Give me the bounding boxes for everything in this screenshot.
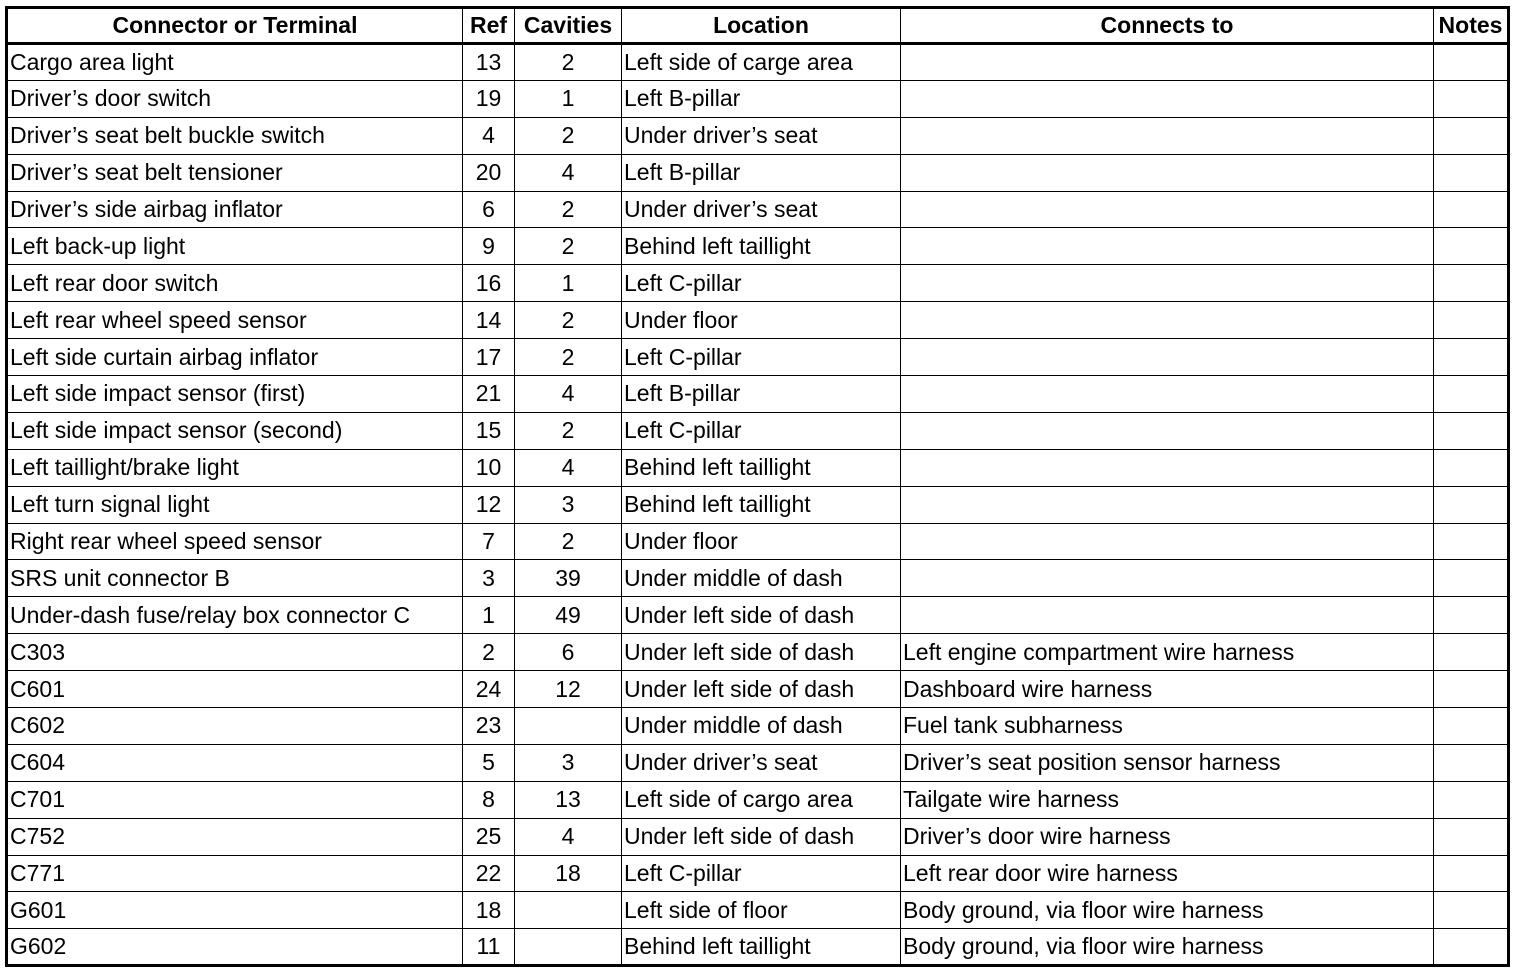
ref-cell: 23: [463, 708, 515, 745]
header-notes: Notes: [1434, 8, 1509, 44]
ref-cell: 22: [463, 855, 515, 892]
connects-to-cell: [901, 560, 1434, 597]
notes-cell: [1434, 154, 1509, 191]
notes-cell: [1434, 708, 1509, 745]
table-row: [7, 523, 1509, 560]
table-row: [7, 44, 1509, 81]
connects-to-cell: Left engine compartment wire harness: [901, 634, 1434, 671]
cavities-cell: 12: [515, 671, 622, 708]
notes-cell: [1434, 191, 1509, 228]
location-cell: Left C-pillar: [622, 339, 901, 376]
table-row: [7, 191, 1509, 228]
notes-cell: [1434, 781, 1509, 818]
connects-to-cell: [901, 302, 1434, 339]
cavities-cell: 4: [515, 376, 622, 413]
connector-cell: Cargo area light: [7, 44, 463, 81]
location-cell: Under middle of dash: [622, 708, 901, 745]
connector-cell: Under-dash fuse/relay box connector C: [7, 597, 463, 634]
connector-cell: Left rear wheel speed sensor: [7, 302, 463, 339]
connects-to-cell: Dashboard wire harness: [901, 671, 1434, 708]
table-row: [7, 228, 1509, 265]
cavities-cell: 2: [515, 228, 622, 265]
ref-cell: 12: [463, 486, 515, 523]
notes-cell: [1434, 560, 1509, 597]
location-cell: Left B-pillar: [622, 80, 901, 117]
table-row: [7, 708, 1509, 745]
connects-to-cell: Fuel tank subharness: [901, 708, 1434, 745]
notes-cell: [1434, 634, 1509, 671]
cavities-cell: 6: [515, 634, 622, 671]
connects-to-cell: [901, 376, 1434, 413]
header-ref: Ref: [463, 8, 515, 44]
location-cell: Under driver’s seat: [622, 117, 901, 154]
connector-cell: Driver’s seat belt buckle switch: [7, 117, 463, 154]
connector-cell: Left side impact sensor (second): [7, 412, 463, 449]
location-cell: Behind left taillight: [622, 449, 901, 486]
location-cell: Under left side of dash: [622, 671, 901, 708]
ref-cell: 25: [463, 818, 515, 855]
connector-cell: C701: [7, 781, 463, 818]
cavities-cell: 2: [515, 302, 622, 339]
connector-cell: Left rear door switch: [7, 265, 463, 302]
connector-cell: Driver’s door switch: [7, 80, 463, 117]
connects-to-cell: [901, 117, 1434, 154]
table-row: [7, 376, 1509, 413]
connector-cell: Right rear wheel speed sensor: [7, 523, 463, 560]
notes-cell: [1434, 818, 1509, 855]
ref-cell: 15: [463, 412, 515, 449]
notes-cell: [1434, 117, 1509, 154]
ref-cell: 6: [463, 191, 515, 228]
connects-to-cell: [901, 191, 1434, 228]
cavities-cell: 4: [515, 154, 622, 191]
connector-table: [5, 6, 1510, 967]
notes-cell: [1434, 412, 1509, 449]
connector-cell: C604: [7, 744, 463, 781]
location-cell: Left C-pillar: [622, 855, 901, 892]
table-row: [7, 781, 1509, 818]
table-row: [7, 449, 1509, 486]
table-row: [7, 80, 1509, 117]
location-cell: Left side of floor: [622, 892, 901, 929]
ref-cell: 11: [463, 929, 515, 966]
ref-cell: 20: [463, 154, 515, 191]
notes-cell: [1434, 671, 1509, 708]
location-cell: Under left side of dash: [622, 634, 901, 671]
connector-cell: Driver’s side airbag inflator: [7, 191, 463, 228]
header-row: [7, 8, 1509, 44]
ref-cell: 24: [463, 671, 515, 708]
location-cell: Left C-pillar: [622, 265, 901, 302]
notes-cell: [1434, 376, 1509, 413]
connects-to-cell: [901, 412, 1434, 449]
cavities-cell: 3: [515, 744, 622, 781]
cavities-cell: [515, 929, 622, 966]
table-row: [7, 339, 1509, 376]
connects-to-cell: [901, 486, 1434, 523]
notes-cell: [1434, 339, 1509, 376]
ref-cell: 16: [463, 265, 515, 302]
cavities-cell: 18: [515, 855, 622, 892]
location-cell: Under left side of dash: [622, 597, 901, 634]
location-cell: Left B-pillar: [622, 376, 901, 413]
table-row: [7, 855, 1509, 892]
notes-cell: [1434, 449, 1509, 486]
cavities-cell: [515, 708, 622, 745]
location-cell: Left B-pillar: [622, 154, 901, 191]
connector-cell: C602: [7, 708, 463, 745]
cavities-cell: 39: [515, 560, 622, 597]
location-cell: Left side of carge area: [622, 44, 901, 81]
connects-to-cell: Body ground, via floor wire harness: [901, 929, 1434, 966]
cavities-cell: 4: [515, 818, 622, 855]
connects-to-cell: [901, 339, 1434, 376]
location-cell: Under driver’s seat: [622, 191, 901, 228]
notes-cell: [1434, 80, 1509, 117]
location-cell: Under middle of dash: [622, 560, 901, 597]
table-body: [7, 44, 1509, 966]
cavities-cell: 13: [515, 781, 622, 818]
cavities-cell: 2: [515, 412, 622, 449]
connects-to-cell: [901, 523, 1434, 560]
connects-to-cell: [901, 449, 1434, 486]
connects-to-cell: Tailgate wire harness: [901, 781, 1434, 818]
notes-cell: [1434, 486, 1509, 523]
cavities-cell: [515, 892, 622, 929]
location-cell: Left side of cargo area: [622, 781, 901, 818]
connector-cell: Left taillight/brake light: [7, 449, 463, 486]
table-row: [7, 744, 1509, 781]
cavities-cell: 2: [515, 191, 622, 228]
connector-cell: SRS unit connector B: [7, 560, 463, 597]
ref-cell: 7: [463, 523, 515, 560]
connects-to-cell: [901, 265, 1434, 302]
ref-cell: 8: [463, 781, 515, 818]
connector-cell: Left turn signal light: [7, 486, 463, 523]
header-connector: Connector or Terminal: [7, 8, 463, 44]
table-row: [7, 634, 1509, 671]
ref-cell: 1: [463, 597, 515, 634]
location-cell: Behind left taillight: [622, 228, 901, 265]
connects-to-cell: [901, 597, 1434, 634]
ref-cell: 18: [463, 892, 515, 929]
table-row: [7, 929, 1509, 966]
notes-cell: [1434, 302, 1509, 339]
ref-cell: 21: [463, 376, 515, 413]
connector-cell: G601: [7, 892, 463, 929]
cavities-cell: 4: [515, 449, 622, 486]
table-row: [7, 117, 1509, 154]
ref-cell: 14: [463, 302, 515, 339]
ref-cell: 4: [463, 117, 515, 154]
connector-cell: Left side curtain airbag inflator: [7, 339, 463, 376]
header-location: Location: [622, 8, 901, 44]
connector-cell: C303: [7, 634, 463, 671]
cavities-cell: 3: [515, 486, 622, 523]
notes-cell: [1434, 597, 1509, 634]
connector-cell: G602: [7, 929, 463, 966]
notes-cell: [1434, 855, 1509, 892]
connector-cell: C771: [7, 855, 463, 892]
location-cell: Behind left taillight: [622, 929, 901, 966]
cavities-cell: 2: [515, 523, 622, 560]
ref-cell: 10: [463, 449, 515, 486]
connects-to-cell: Left rear door wire harness: [901, 855, 1434, 892]
notes-cell: [1434, 228, 1509, 265]
header-cavities: Cavities: [515, 8, 622, 44]
table-row: [7, 560, 1509, 597]
connector-cell: Left side impact sensor (first): [7, 376, 463, 413]
connects-to-cell: [901, 154, 1434, 191]
location-cell: Under left side of dash: [622, 818, 901, 855]
connects-to-cell: [901, 44, 1434, 81]
table-row: [7, 597, 1509, 634]
table-row: [7, 265, 1509, 302]
notes-cell: [1434, 44, 1509, 81]
table-row: [7, 818, 1509, 855]
notes-cell: [1434, 523, 1509, 560]
notes-cell: [1434, 744, 1509, 781]
cavities-cell: 2: [515, 44, 622, 81]
cavities-cell: 1: [515, 265, 622, 302]
connector-cell: C752: [7, 818, 463, 855]
connects-to-cell: [901, 80, 1434, 117]
connects-to-cell: Body ground, via floor wire harness: [901, 892, 1434, 929]
ref-cell: 19: [463, 80, 515, 117]
cavities-cell: 1: [515, 80, 622, 117]
ref-cell: 9: [463, 228, 515, 265]
table-row: [7, 154, 1509, 191]
table-row: [7, 412, 1509, 449]
cavities-cell: 2: [515, 117, 622, 154]
notes-cell: [1434, 265, 1509, 302]
ref-cell: 17: [463, 339, 515, 376]
ref-cell: 13: [463, 44, 515, 81]
ref-cell: 5: [463, 744, 515, 781]
cavities-cell: 49: [515, 597, 622, 634]
connector-cell: C601: [7, 671, 463, 708]
cavities-cell: 2: [515, 339, 622, 376]
location-cell: Under floor: [622, 302, 901, 339]
ref-cell: 3: [463, 560, 515, 597]
location-cell: Under driver’s seat: [622, 744, 901, 781]
connects-to-cell: Driver’s door wire harness: [901, 818, 1434, 855]
connects-to-cell: Driver’s seat position sensor harness: [901, 744, 1434, 781]
table-row: [7, 486, 1509, 523]
connector-cell: Left back-up light: [7, 228, 463, 265]
table-row: [7, 892, 1509, 929]
notes-cell: [1434, 892, 1509, 929]
location-cell: Left C-pillar: [622, 412, 901, 449]
connects-to-cell: [901, 228, 1434, 265]
location-cell: Under floor: [622, 523, 901, 560]
notes-cell: [1434, 929, 1509, 966]
location-cell: Behind left taillight: [622, 486, 901, 523]
table-row: [7, 302, 1509, 339]
table-row: [7, 671, 1509, 708]
header-connects-to: Connects to: [901, 8, 1434, 44]
ref-cell: 2: [463, 634, 515, 671]
connector-cell: Driver’s seat belt tensioner: [7, 154, 463, 191]
